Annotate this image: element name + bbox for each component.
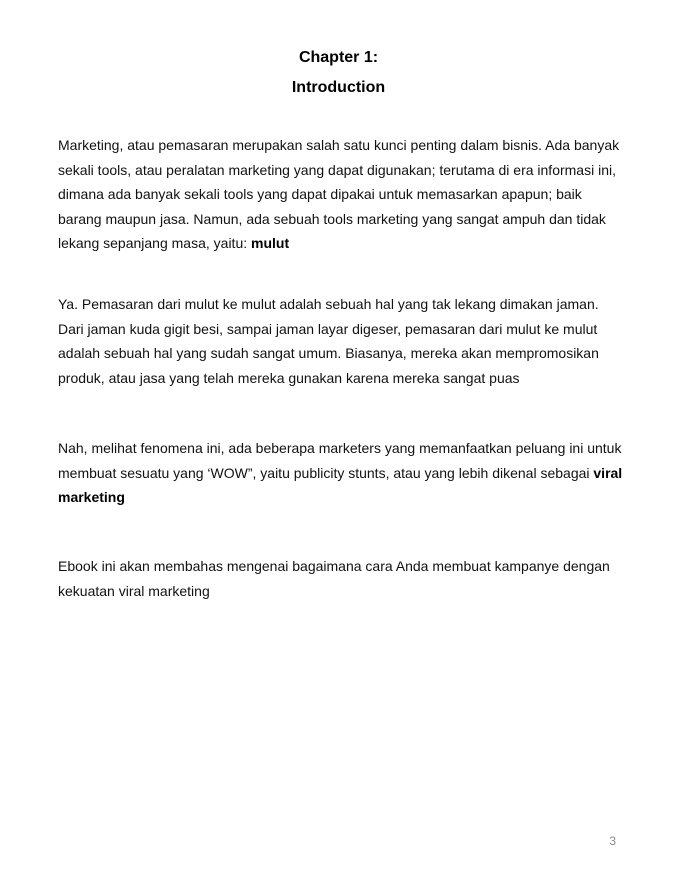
paragraph-viral-marketing [58, 436, 628, 510]
chapter-label: Chapter 1: [298, 49, 379, 66]
paragraph-bold-term: viral marketing [58, 464, 623, 505]
paragraph-word-of-mouth [58, 292, 628, 390]
paragraph-text: Marketing, atau pemasaran merupakan salah satu kunci penting dalam bisnis. Ada banyak sekali tools, atau peralatan marketing yang dapat digunakan; terutama di era informasi ini, dimana ada banyak sekali tools yang dapat dipakai untuk memasarkan apapun; baik barang maupun jasa. Namun, ada sebuah tools marketing yang sangat ampuh dan tidak lekang sepanjang masa, yaitu: [58, 137, 620, 251]
paragraph-bold-term: mulut [251, 235, 290, 251]
paragraph-text: Nah, melihat fenomena ini, ada beberapa marketers yang memanfaatkan peluang ini untuk membuat sesuatu yang ‘WOW”, yaitu publicity stunts, atau yang lebih dikenal sebagai [58, 440, 622, 481]
paragraph-ebook-purpose [58, 554, 628, 603]
paragraph-intro [58, 133, 628, 256]
paragraph-text: Ebook ini akan membahas mengenai bagaimana cara Anda membuat kampanye dengan kekuatan viral marketing [58, 558, 610, 599]
page-number: 3 [609, 834, 616, 848]
paragraph-text: Ya. Pemasaran dari mulut ke mulut adalah sebuah hal yang tak lekang dimakan jaman. Dari jaman kuda gigit besi, sampai jaman layar digeser, pemasaran dari mulut ke mulut adalah sebuah hal yang sudah sangat umum. Biasanya, mereka akan mempromosikan produk, atau jasa yang telah mereka gunakan karena mereka sangat puas [58, 296, 599, 386]
chapter-title: Introduction [291, 79, 386, 96]
